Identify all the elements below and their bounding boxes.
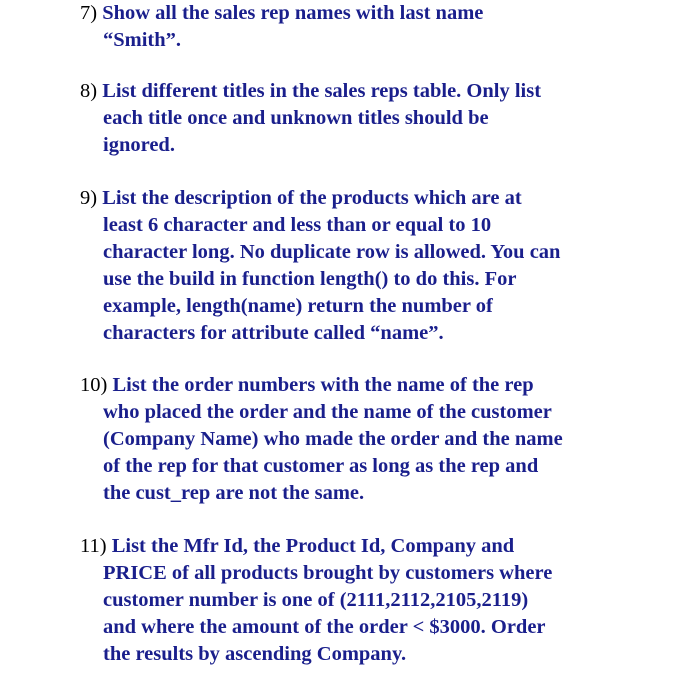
question-7-number: 7) <box>80 2 103 24</box>
question-7-line-1: Show all the sales rep names with last name <box>102 2 484 24</box>
question-11-first-line <box>80 533 640 560</box>
question-9-first-line <box>80 185 640 212</box>
question-10-line-2: who placed the order and the name of the customer <box>103 401 552 423</box>
question-11-line-2: PRICE of all products brought by customers where <box>103 562 553 584</box>
question-10-line-4: of the rep for that customer as long as the rep and <box>103 455 539 477</box>
question-7-first-line <box>80 0 640 27</box>
question-10-line-1: List the order numbers with the name of the rep <box>112 374 534 396</box>
question-9 <box>80 185 640 347</box>
question-8-line-1: List different titles in the sales reps table. Only list <box>102 80 542 102</box>
question-8-line-3: ignored. <box>103 134 175 156</box>
question-11 <box>80 533 640 668</box>
question-11-line-4: and where the amount of the order < $3000. Order <box>103 616 546 638</box>
question-9-line-5: example, length(name) return the number of <box>103 295 493 317</box>
question-10 <box>80 372 640 507</box>
question-10-first-line <box>80 372 640 399</box>
question-9-number: 9) <box>80 187 103 209</box>
question-10-line-3: (Company Name) who made the order and the name <box>103 428 563 450</box>
question-7-line-2: “Smith”. <box>103 29 182 51</box>
question-8-line-2: each title once and unknown titles should be <box>103 107 489 129</box>
question-9-line-6: characters for attribute called “name”. <box>103 322 444 344</box>
question-9-line-4: use the build in function length() to do this. For <box>103 268 517 290</box>
question-9-line-1: List the description of the products which are at <box>102 187 522 209</box>
question-8-first-line <box>80 78 640 105</box>
question-9-line-3: character long. No duplicate row is allowed. You can <box>103 241 561 263</box>
question-11-line-1: List the Mfr Id, the Product Id, Company and <box>111 535 515 557</box>
question-8-number: 8) <box>80 80 103 102</box>
question-11-line-3: customer number is one of (2111,2112,2105,2119) <box>103 589 529 611</box>
question-7 <box>80 0 640 54</box>
question-9-line-2: least 6 character and less than or equal to 10 <box>103 214 492 236</box>
question-8 <box>80 78 640 159</box>
question-10-line-5: the cust_rep are not the same. <box>103 482 365 504</box>
question-11-number: 11) <box>80 535 112 557</box>
question-10-number: 10) <box>80 374 113 396</box>
question-11-line-5: the results by ascending Company. <box>103 643 407 665</box>
